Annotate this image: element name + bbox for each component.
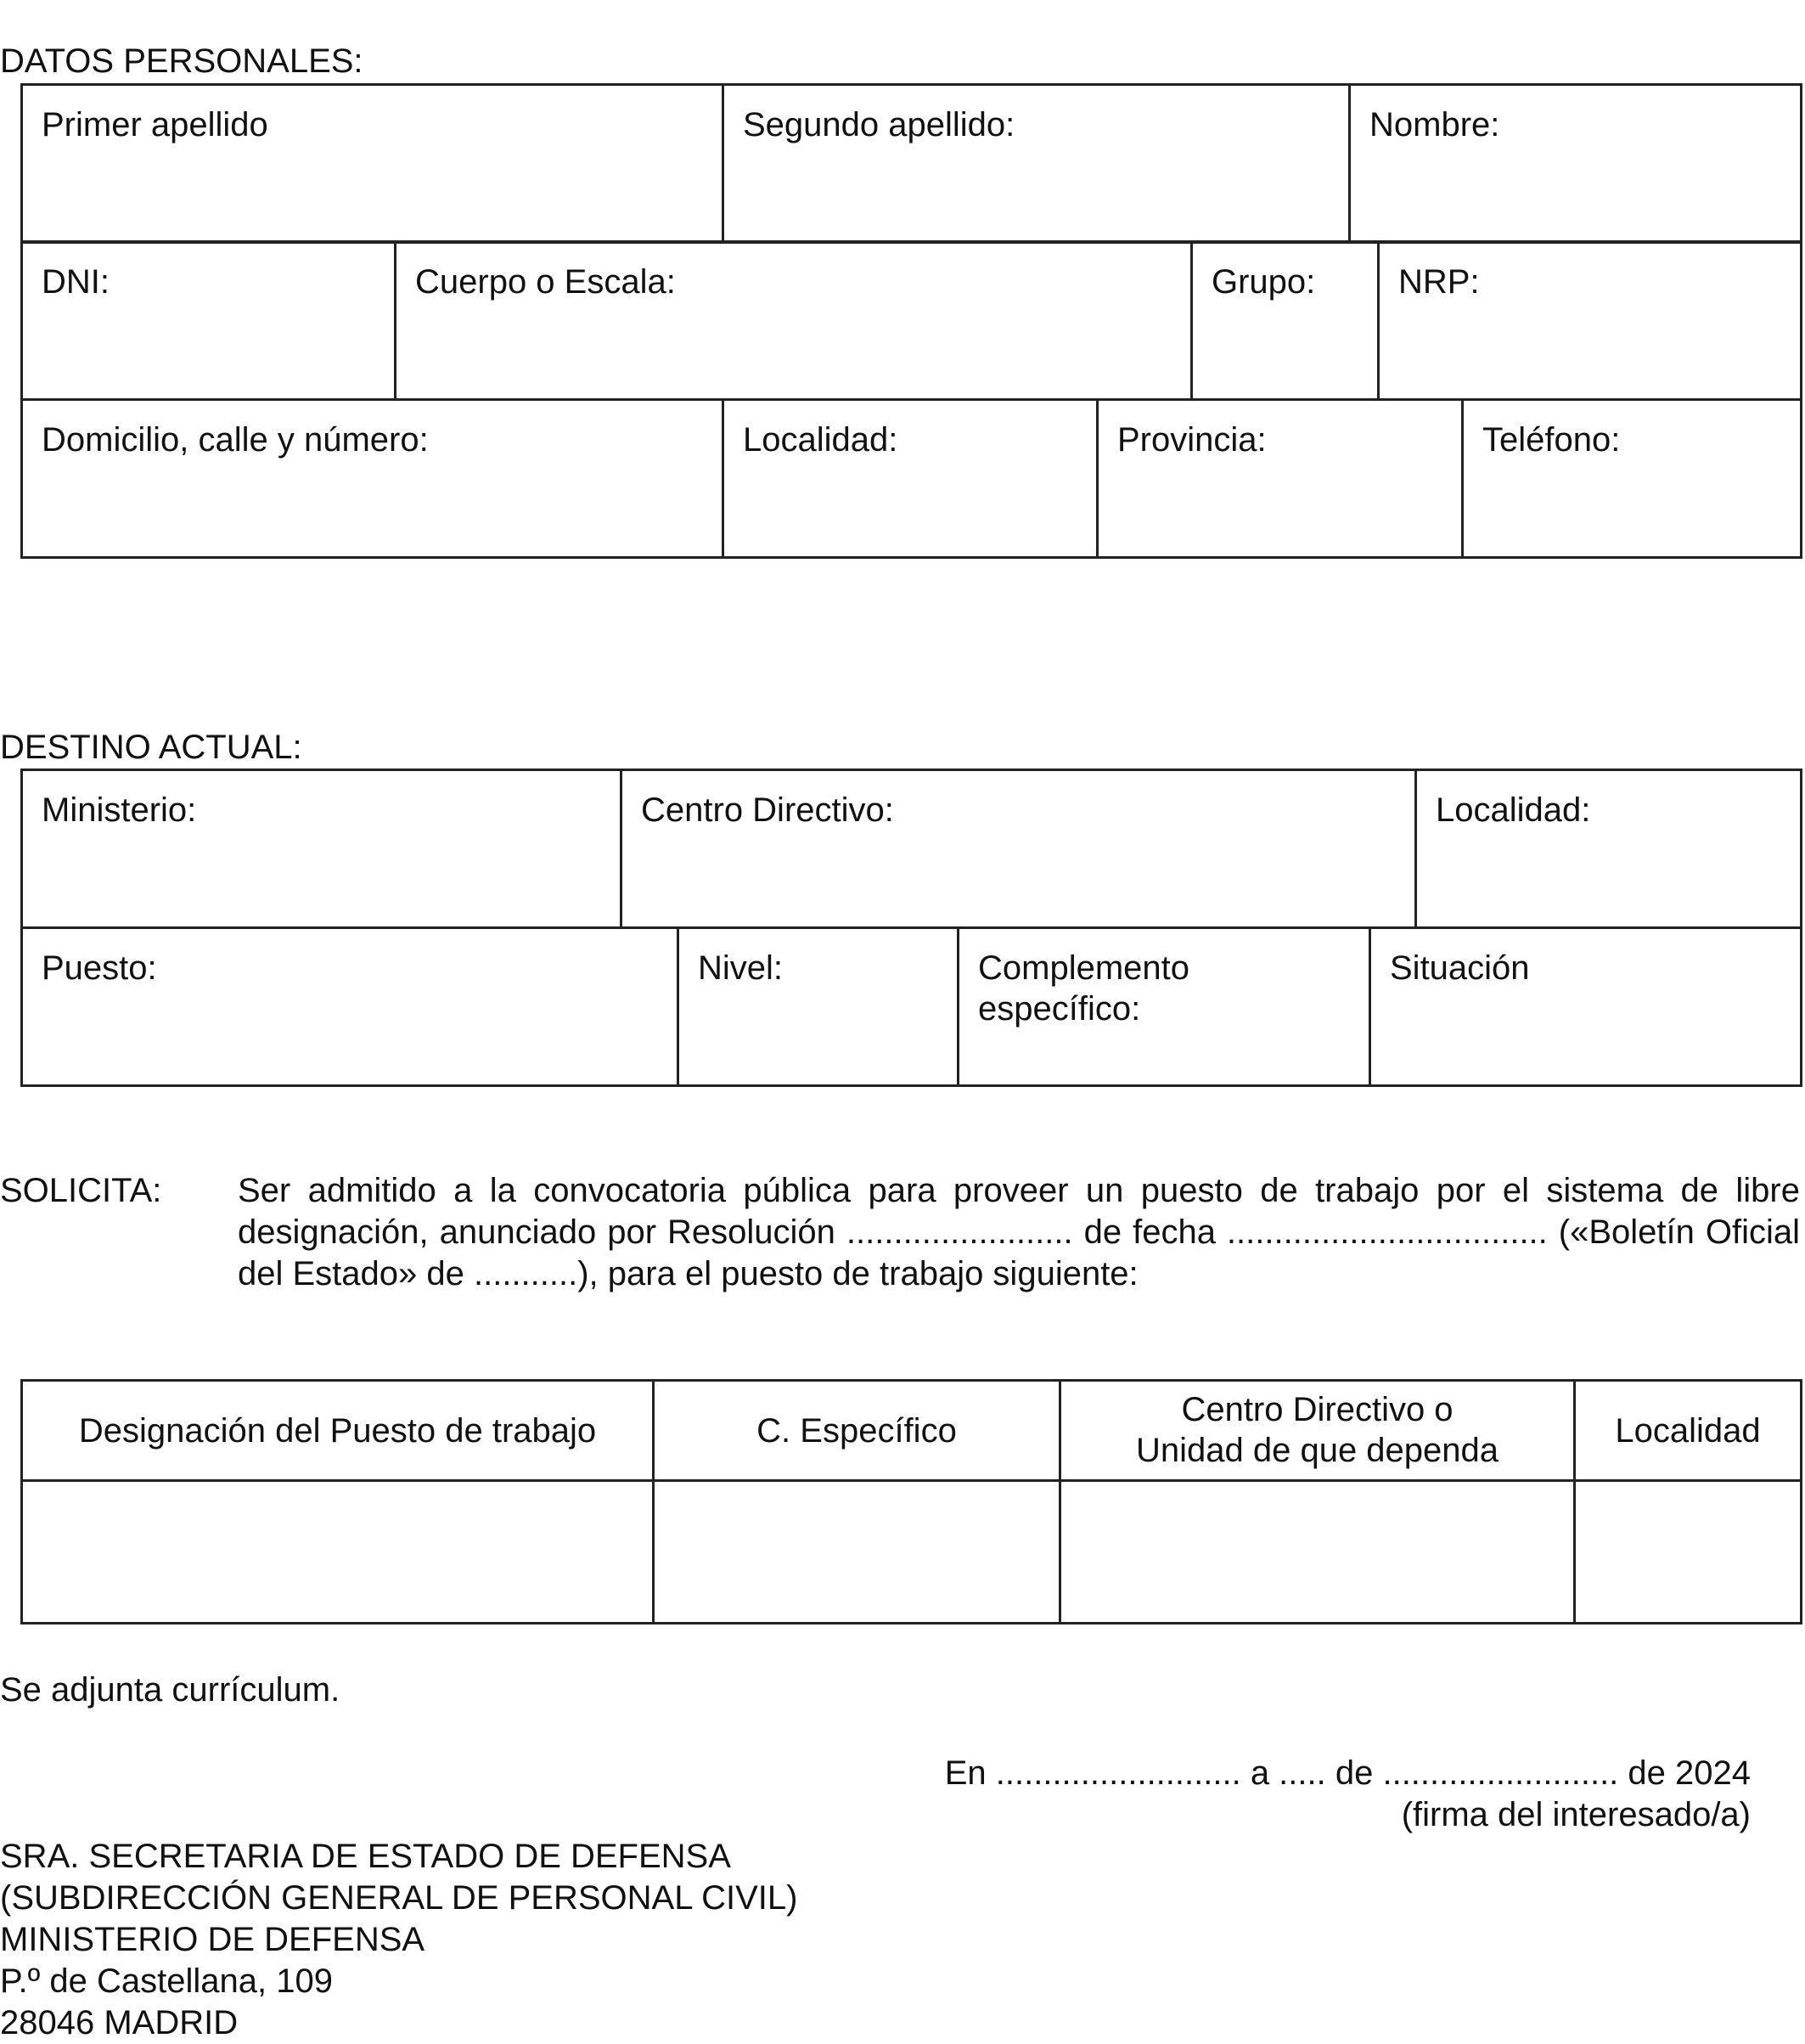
field-provincia[interactable]: [1098, 400, 1463, 558]
datos-personales-table-2: [20, 240, 1802, 401]
datos-personales-table-1: [20, 83, 1802, 244]
label-localidad-destino: Localidad:: [1436, 791, 1591, 829]
destinatario-line-5: 28046 MADRID: [0, 2004, 239, 2041]
label-complemento-especifico: Complemento específico:: [978, 949, 1190, 1028]
header-designacion: [22, 1381, 654, 1481]
header-localidad: [1575, 1381, 1802, 1481]
destino-actual-table-2: [20, 926, 1802, 1087]
field-segundo-apellido[interactable]: [723, 85, 1350, 243]
label-nombre: Nombre:: [1369, 106, 1500, 144]
section-title-destino-actual: DESTINO ACTUAL:: [0, 729, 302, 766]
header-c-especifico: [654, 1381, 1060, 1481]
label-localidad: Localidad:: [743, 421, 898, 459]
label-cuerpo-escala: Cuerpo o Escala:: [415, 263, 676, 301]
datos-personales-table-3: [20, 398, 1802, 559]
header-c-especifico-text: C. Específico: [756, 1411, 957, 1450]
field-grupo[interactable]: [1192, 242, 1379, 400]
destinatario-line-3: MINISTERIO DE DEFENSA: [0, 1921, 425, 1958]
field-telefono[interactable]: [1463, 400, 1802, 558]
label-grupo: Grupo:: [1212, 263, 1316, 301]
field-localidad[interactable]: [723, 400, 1098, 558]
field-ministerio[interactable]: [22, 770, 621, 928]
section-title-datos-personales: DATOS PERSONALES:: [0, 42, 363, 80]
header-centro-directivo-line2: Unidad de que dependa: [1135, 1431, 1499, 1469]
label-nivel: Nivel:: [698, 949, 784, 987]
adjunta-curriculum: Se adjunta currículum.: [0, 1671, 340, 1709]
firma-interesado: (firma del interesado/a): [1401, 1796, 1751, 1833]
solicita-text: Ser admitido a la convocatoria pública para proveer un puesto de trabajo por el sistema de libre designación, anunciado por Resolución ........................ de fecha .................................. («Boletín Oficial del Estado» de ...........), para el puesto de trabajo siguiente:: [238, 1172, 1800, 1292]
field-nrp[interactable]: [1379, 242, 1802, 400]
field-puesto[interactable]: [22, 928, 678, 1086]
header-centro-directivo-line1: Centro Directivo o: [1181, 1391, 1454, 1429]
field-dni[interactable]: [22, 242, 396, 400]
header-centro-directivo: [1060, 1381, 1575, 1481]
field-nombre[interactable]: [1350, 85, 1802, 243]
field-localidad-destino[interactable]: [1416, 770, 1802, 928]
field-situacion[interactable]: [1370, 928, 1802, 1086]
field-primer-apellido[interactable]: [22, 85, 723, 243]
input-c-especifico[interactable]: [654, 1481, 1060, 1624]
input-localidad-puesto[interactable]: [1575, 1481, 1802, 1624]
header-designacion-text: Designación del Puesto de trabajo: [78, 1411, 597, 1450]
puesto-solicitado-table: [20, 1379, 1802, 1625]
destinatario-line-4: P.º de Castellana, 109: [0, 1962, 333, 2000]
destino-actual-table-1: [20, 769, 1802, 929]
field-nivel[interactable]: [678, 928, 959, 1086]
label-segundo-apellido: Segundo apellido:: [743, 106, 1015, 144]
destinatario-block: [0, 1836, 797, 2044]
field-complemento-especifico[interactable]: [959, 928, 1370, 1086]
label-provincia: Provincia:: [1117, 421, 1267, 459]
destinatario-line-2: (SUBDIRECCIÓN GENERAL DE PERSONAL CIVIL): [0, 1879, 798, 1917]
label-telefono: Teléfono:: [1482, 421, 1621, 459]
label-centro-directivo: Centro Directivo:: [641, 791, 894, 829]
label-situacion: Situación: [1390, 949, 1530, 987]
label-puesto: Puesto:: [42, 949, 157, 987]
label-nrp: NRP:: [1398, 263, 1480, 301]
input-designacion[interactable]: [22, 1481, 654, 1624]
field-cuerpo-escala[interactable]: [396, 242, 1192, 400]
label-ministerio: Ministerio:: [42, 791, 197, 829]
header-localidad-text: Localidad: [1615, 1411, 1761, 1450]
field-domicilio[interactable]: [22, 400, 723, 558]
label-dni: DNI:: [42, 263, 110, 301]
label-domicilio: Domicilio, calle y número:: [42, 421, 429, 459]
label-primer-apellido: Primer apellido: [42, 106, 268, 144]
destinatario-line-1: SRA. SECRETARIA DE ESTADO DE DEFENSA: [0, 1838, 731, 1875]
solicita-label: SOLICITA:: [0, 1172, 162, 1209]
field-centro-directivo[interactable]: [621, 770, 1416, 928]
input-centro-directivo[interactable]: [1060, 1481, 1575, 1624]
firma-fecha-line: En .......................... a ..... de ......................... de 2024: [944, 1754, 1751, 1792]
